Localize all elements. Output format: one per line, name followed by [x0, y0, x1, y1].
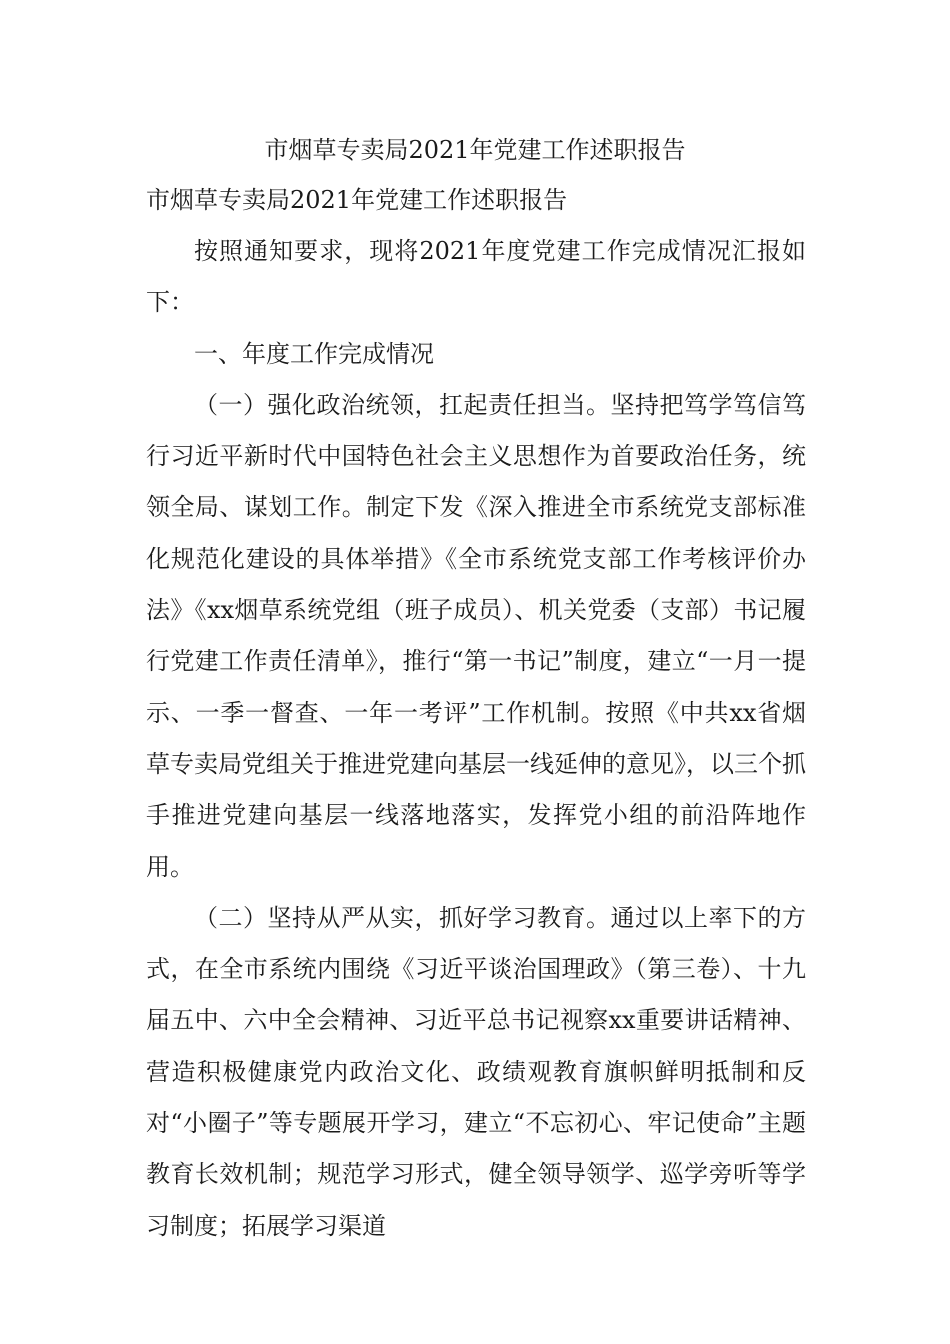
paragraph-two: （二）坚持从严从实，抓好学习教育。通过以上率下的方式，在全市系统内围绕《习近平谈治国理政》（第三卷）、十九届五中、六中全会精神、习近平总书记视察xx重要讲话精神、营造积极健康党内政治文化、政绩观教育旗帜鲜明抵制和反对“小圈子”等专题展开学习，建立“不忘初心、牢记使命”主题教育长效机制；规范学习形式，健全领导领学、巡学旁听等学习制度；拓展学习渠道: [146, 903, 806, 1240]
paragraph-one: （一）强化政治统领，扛起责任担当。坚持把笃学笃信笃行习近平新时代中国特色社会主义思想作为首要政治任务，统领全局、谋划工作。制定下发《深入推进全市系统党支部标准化规范化建设的具体举措》《全市系统党支部工作考核评价办法》《xx烟草系统党组（班子成员）、机关党委（支部）书记履行党建工作责任清单》，推行“第一书记”制度，建立“一月一提示、一季一督查、一年一考评”工作机制。按照《中共xx省烟草专卖局党组关于推进党建向基层一线延伸的意见》，以三个抓手推进党建向基层一线落地落实，发挥党小组的前沿阵地作用。: [146, 390, 806, 881]
document-body: [146, 226, 806, 1252]
intro-paragraph: 按照通知要求，现将2021年度党建工作完成情况汇报如下：: [146, 237, 806, 317]
section-heading: 一、年度工作完成情况: [194, 339, 434, 368]
document-subtitle: 市烟草专卖局2021年党建工作述职报告: [146, 186, 568, 214]
document-title: 市烟草专卖局2021年党建工作述职报告: [264, 136, 686, 164]
